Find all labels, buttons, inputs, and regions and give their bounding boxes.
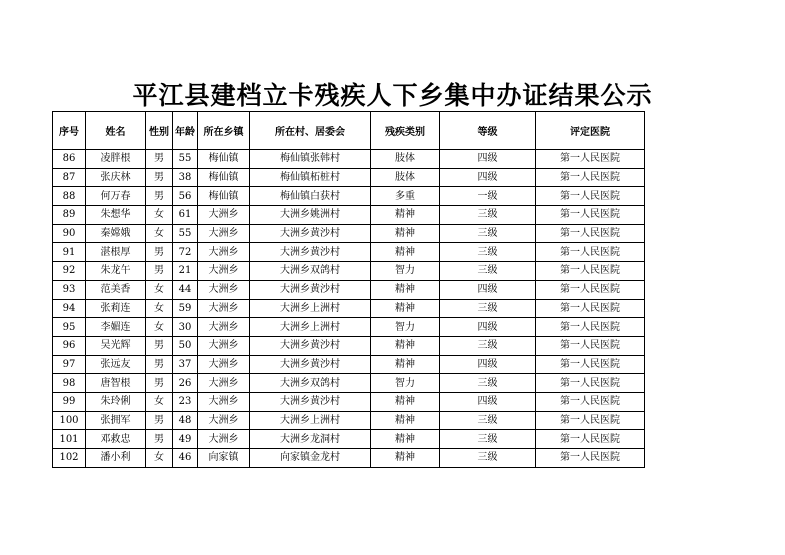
table-row: [53, 336, 645, 355]
cell-age: 55: [173, 224, 198, 243]
cell-hospital: 第一人民医院: [536, 299, 645, 318]
cell-grade: 三级: [440, 262, 536, 281]
cell-gender: 男: [146, 336, 173, 355]
table-row: [53, 430, 645, 449]
cell-gender: 男: [146, 243, 173, 262]
cell-name: 凌胖根: [86, 150, 146, 169]
cell-hospital: 第一人民医院: [536, 374, 645, 393]
cell-grade: 四级: [440, 280, 536, 299]
cell-township: 大洲乡: [198, 280, 250, 299]
cell-village: 大洲乡双鸽村: [250, 262, 371, 281]
cell-age: 37: [173, 355, 198, 374]
table-row: [53, 374, 645, 393]
cell-gender: 女: [146, 392, 173, 411]
cell-disability-type: 精神: [371, 280, 440, 299]
cell-township: 梅仙镇: [198, 187, 250, 206]
cell-gender: 男: [146, 168, 173, 187]
results-table: [52, 111, 645, 468]
cell-age: 38: [173, 168, 198, 187]
cell-hospital: 第一人民医院: [536, 187, 645, 206]
cell-hospital: 第一人民医院: [536, 150, 645, 169]
table-row: [53, 280, 645, 299]
cell-gender: 女: [146, 299, 173, 318]
cell-township: 大洲乡: [198, 374, 250, 393]
cell-age: 49: [173, 430, 198, 449]
cell-age: 23: [173, 392, 198, 411]
cell-index: 88: [53, 187, 86, 206]
cell-village: 梅仙镇柘桩村: [250, 168, 371, 187]
cell-grade: 三级: [440, 336, 536, 355]
cell-index: 92: [53, 262, 86, 281]
cell-gender: 男: [146, 187, 173, 206]
cell-name: 朱玲俐: [86, 392, 146, 411]
page-title: 平江县建档立卡残疾人下乡集中办证结果公示: [132, 81, 653, 110]
cell-index: 89: [53, 206, 86, 225]
cell-age: 55: [173, 150, 198, 169]
header-disability-type: 残疾类别: [371, 112, 440, 150]
cell-index: 87: [53, 168, 86, 187]
cell-disability-type: 精神: [371, 299, 440, 318]
cell-grade: 三级: [440, 449, 536, 468]
cell-age: 61: [173, 206, 198, 225]
cell-gender: 男: [146, 411, 173, 430]
cell-gender: 男: [146, 262, 173, 281]
cell-hospital: 第一人民医院: [536, 206, 645, 225]
table-row: [53, 262, 645, 281]
cell-disability-type: 智力: [371, 374, 440, 393]
table-row: [53, 150, 645, 169]
table-row: [53, 187, 645, 206]
header-age: 年龄: [173, 112, 198, 150]
header-hospital: 评定医院: [536, 112, 645, 150]
cell-grade: 三级: [440, 299, 536, 318]
cell-hospital: 第一人民医院: [536, 336, 645, 355]
cell-name: 唐智根: [86, 374, 146, 393]
cell-grade: 三级: [440, 206, 536, 225]
cell-grade: 一级: [440, 187, 536, 206]
cell-township: 大洲乡: [198, 299, 250, 318]
cell-name: 朱想华: [86, 206, 146, 225]
header-index: 序号: [53, 112, 86, 150]
cell-township: 大洲乡: [198, 262, 250, 281]
cell-disability-type: 精神: [371, 411, 440, 430]
cell-township: 大洲乡: [198, 243, 250, 262]
cell-name: 邓救忠: [86, 430, 146, 449]
table-body: [53, 150, 645, 468]
cell-village: 大洲乡黄沙村: [250, 392, 371, 411]
cell-village: 大洲乡上洲村: [250, 299, 371, 318]
cell-village: 向家镇金龙村: [250, 449, 371, 468]
cell-township: 梅仙镇: [198, 150, 250, 169]
table-row: [53, 206, 645, 225]
cell-hospital: 第一人民医院: [536, 430, 645, 449]
cell-township: 大洲乡: [198, 392, 250, 411]
cell-age: 48: [173, 411, 198, 430]
cell-gender: 男: [146, 150, 173, 169]
cell-village: 大洲乡上洲村: [250, 318, 371, 337]
cell-gender: 女: [146, 318, 173, 337]
cell-disability-type: 精神: [371, 355, 440, 374]
cell-grade: 三级: [440, 374, 536, 393]
cell-gender: 女: [146, 449, 173, 468]
cell-age: 26: [173, 374, 198, 393]
cell-disability-type: 肢体: [371, 168, 440, 187]
cell-index: 97: [53, 355, 86, 374]
header-gender: 性别: [146, 112, 173, 150]
cell-disability-type: 智力: [371, 262, 440, 281]
cell-index: 94: [53, 299, 86, 318]
cell-age: 59: [173, 299, 198, 318]
cell-disability-type: 精神: [371, 224, 440, 243]
cell-index: 95: [53, 318, 86, 337]
cell-village: 大洲乡上洲村: [250, 411, 371, 430]
header-village: 所在村、居委会: [250, 112, 371, 150]
cell-age: 56: [173, 187, 198, 206]
table-row: [53, 355, 645, 374]
cell-hospital: 第一人民医院: [536, 168, 645, 187]
cell-village: 大洲乡姚洲村: [250, 206, 371, 225]
cell-gender: 男: [146, 430, 173, 449]
cell-disability-type: 精神: [371, 336, 440, 355]
cell-grade: 四级: [440, 168, 536, 187]
table-header-row: [53, 112, 645, 150]
cell-grade: 四级: [440, 355, 536, 374]
cell-hospital: 第一人民医院: [536, 318, 645, 337]
cell-hospital: 第一人民医院: [536, 392, 645, 411]
cell-hospital: 第一人民医院: [536, 262, 645, 281]
cell-grade: 四级: [440, 392, 536, 411]
cell-township: 大洲乡: [198, 336, 250, 355]
cell-name: 张莉连: [86, 299, 146, 318]
table-row: [53, 411, 645, 430]
cell-index: 99: [53, 392, 86, 411]
cell-index: 96: [53, 336, 86, 355]
cell-index: 98: [53, 374, 86, 393]
cell-village: 梅仙镇张韩村: [250, 150, 371, 169]
cell-index: 93: [53, 280, 86, 299]
cell-gender: 男: [146, 374, 173, 393]
cell-disability-type: 智力: [371, 318, 440, 337]
cell-name: 何万春: [86, 187, 146, 206]
cell-village: 大洲乡双鸽村: [250, 374, 371, 393]
cell-village: 大洲乡龙洞村: [250, 430, 371, 449]
cell-village: 大洲乡黄沙村: [250, 280, 371, 299]
cell-name: 潘小利: [86, 449, 146, 468]
cell-index: 91: [53, 243, 86, 262]
cell-village: 大洲乡黄沙村: [250, 224, 371, 243]
cell-township: 大洲乡: [198, 411, 250, 430]
cell-name: 吴光辉: [86, 336, 146, 355]
cell-grade: 三级: [440, 430, 536, 449]
cell-name: 秦嫦娥: [86, 224, 146, 243]
cell-age: 21: [173, 262, 198, 281]
table-row: [53, 168, 645, 187]
cell-township: 大洲乡: [198, 206, 250, 225]
cell-hospital: 第一人民医院: [536, 449, 645, 468]
cell-grade: 三级: [440, 411, 536, 430]
cell-village: 大洲乡黄沙村: [250, 355, 371, 374]
header-grade: 等级: [440, 112, 536, 150]
header-township: 所在乡镇: [198, 112, 250, 150]
cell-disability-type: 肢体: [371, 150, 440, 169]
cell-hospital: 第一人民医院: [536, 224, 645, 243]
cell-grade: 四级: [440, 318, 536, 337]
cell-gender: 女: [146, 280, 173, 299]
cell-disability-type: 精神: [371, 430, 440, 449]
table-row: [53, 299, 645, 318]
cell-village: 大洲乡黄沙村: [250, 243, 371, 262]
cell-disability-type: 精神: [371, 392, 440, 411]
cell-name: 范美香: [86, 280, 146, 299]
cell-gender: 女: [146, 206, 173, 225]
cell-disability-type: 精神: [371, 206, 440, 225]
cell-index: 90: [53, 224, 86, 243]
cell-township: 大洲乡: [198, 430, 250, 449]
cell-village: 大洲乡黄沙村: [250, 336, 371, 355]
cell-age: 44: [173, 280, 198, 299]
table-row: [53, 224, 645, 243]
cell-disability-type: 精神: [371, 243, 440, 262]
cell-village: 梅仙镇白获村: [250, 187, 371, 206]
cell-hospital: 第一人民医院: [536, 411, 645, 430]
cell-township: 大洲乡: [198, 318, 250, 337]
cell-hospital: 第一人民医院: [536, 243, 645, 262]
cell-township: 大洲乡: [198, 224, 250, 243]
cell-hospital: 第一人民医院: [536, 355, 645, 374]
cell-name: 李媚连: [86, 318, 146, 337]
cell-gender: 女: [146, 224, 173, 243]
cell-disability-type: 精神: [371, 449, 440, 468]
cell-name: 湛根厚: [86, 243, 146, 262]
table-row: [53, 392, 645, 411]
cell-index: 102: [53, 449, 86, 468]
cell-disability-type: 多重: [371, 187, 440, 206]
cell-township: 向家镇: [198, 449, 250, 468]
cell-gender: 男: [146, 355, 173, 374]
cell-age: 30: [173, 318, 198, 337]
cell-township: 大洲乡: [198, 355, 250, 374]
cell-age: 50: [173, 336, 198, 355]
cell-index: 86: [53, 150, 86, 169]
cell-age: 46: [173, 449, 198, 468]
cell-township: 梅仙镇: [198, 168, 250, 187]
cell-name: 张庆林: [86, 168, 146, 187]
cell-name: 朱龙午: [86, 262, 146, 281]
cell-age: 72: [173, 243, 198, 262]
cell-name: 张远友: [86, 355, 146, 374]
cell-index: 101: [53, 430, 86, 449]
header-name: 姓名: [86, 112, 146, 150]
cell-hospital: 第一人民医院: [536, 280, 645, 299]
cell-index: 100: [53, 411, 86, 430]
cell-grade: 三级: [440, 224, 536, 243]
table-row: [53, 449, 645, 468]
cell-grade: 三级: [440, 243, 536, 262]
cell-grade: 四级: [440, 150, 536, 169]
table-row: [53, 318, 645, 337]
table-row: [53, 243, 645, 262]
cell-name: 张拥军: [86, 411, 146, 430]
